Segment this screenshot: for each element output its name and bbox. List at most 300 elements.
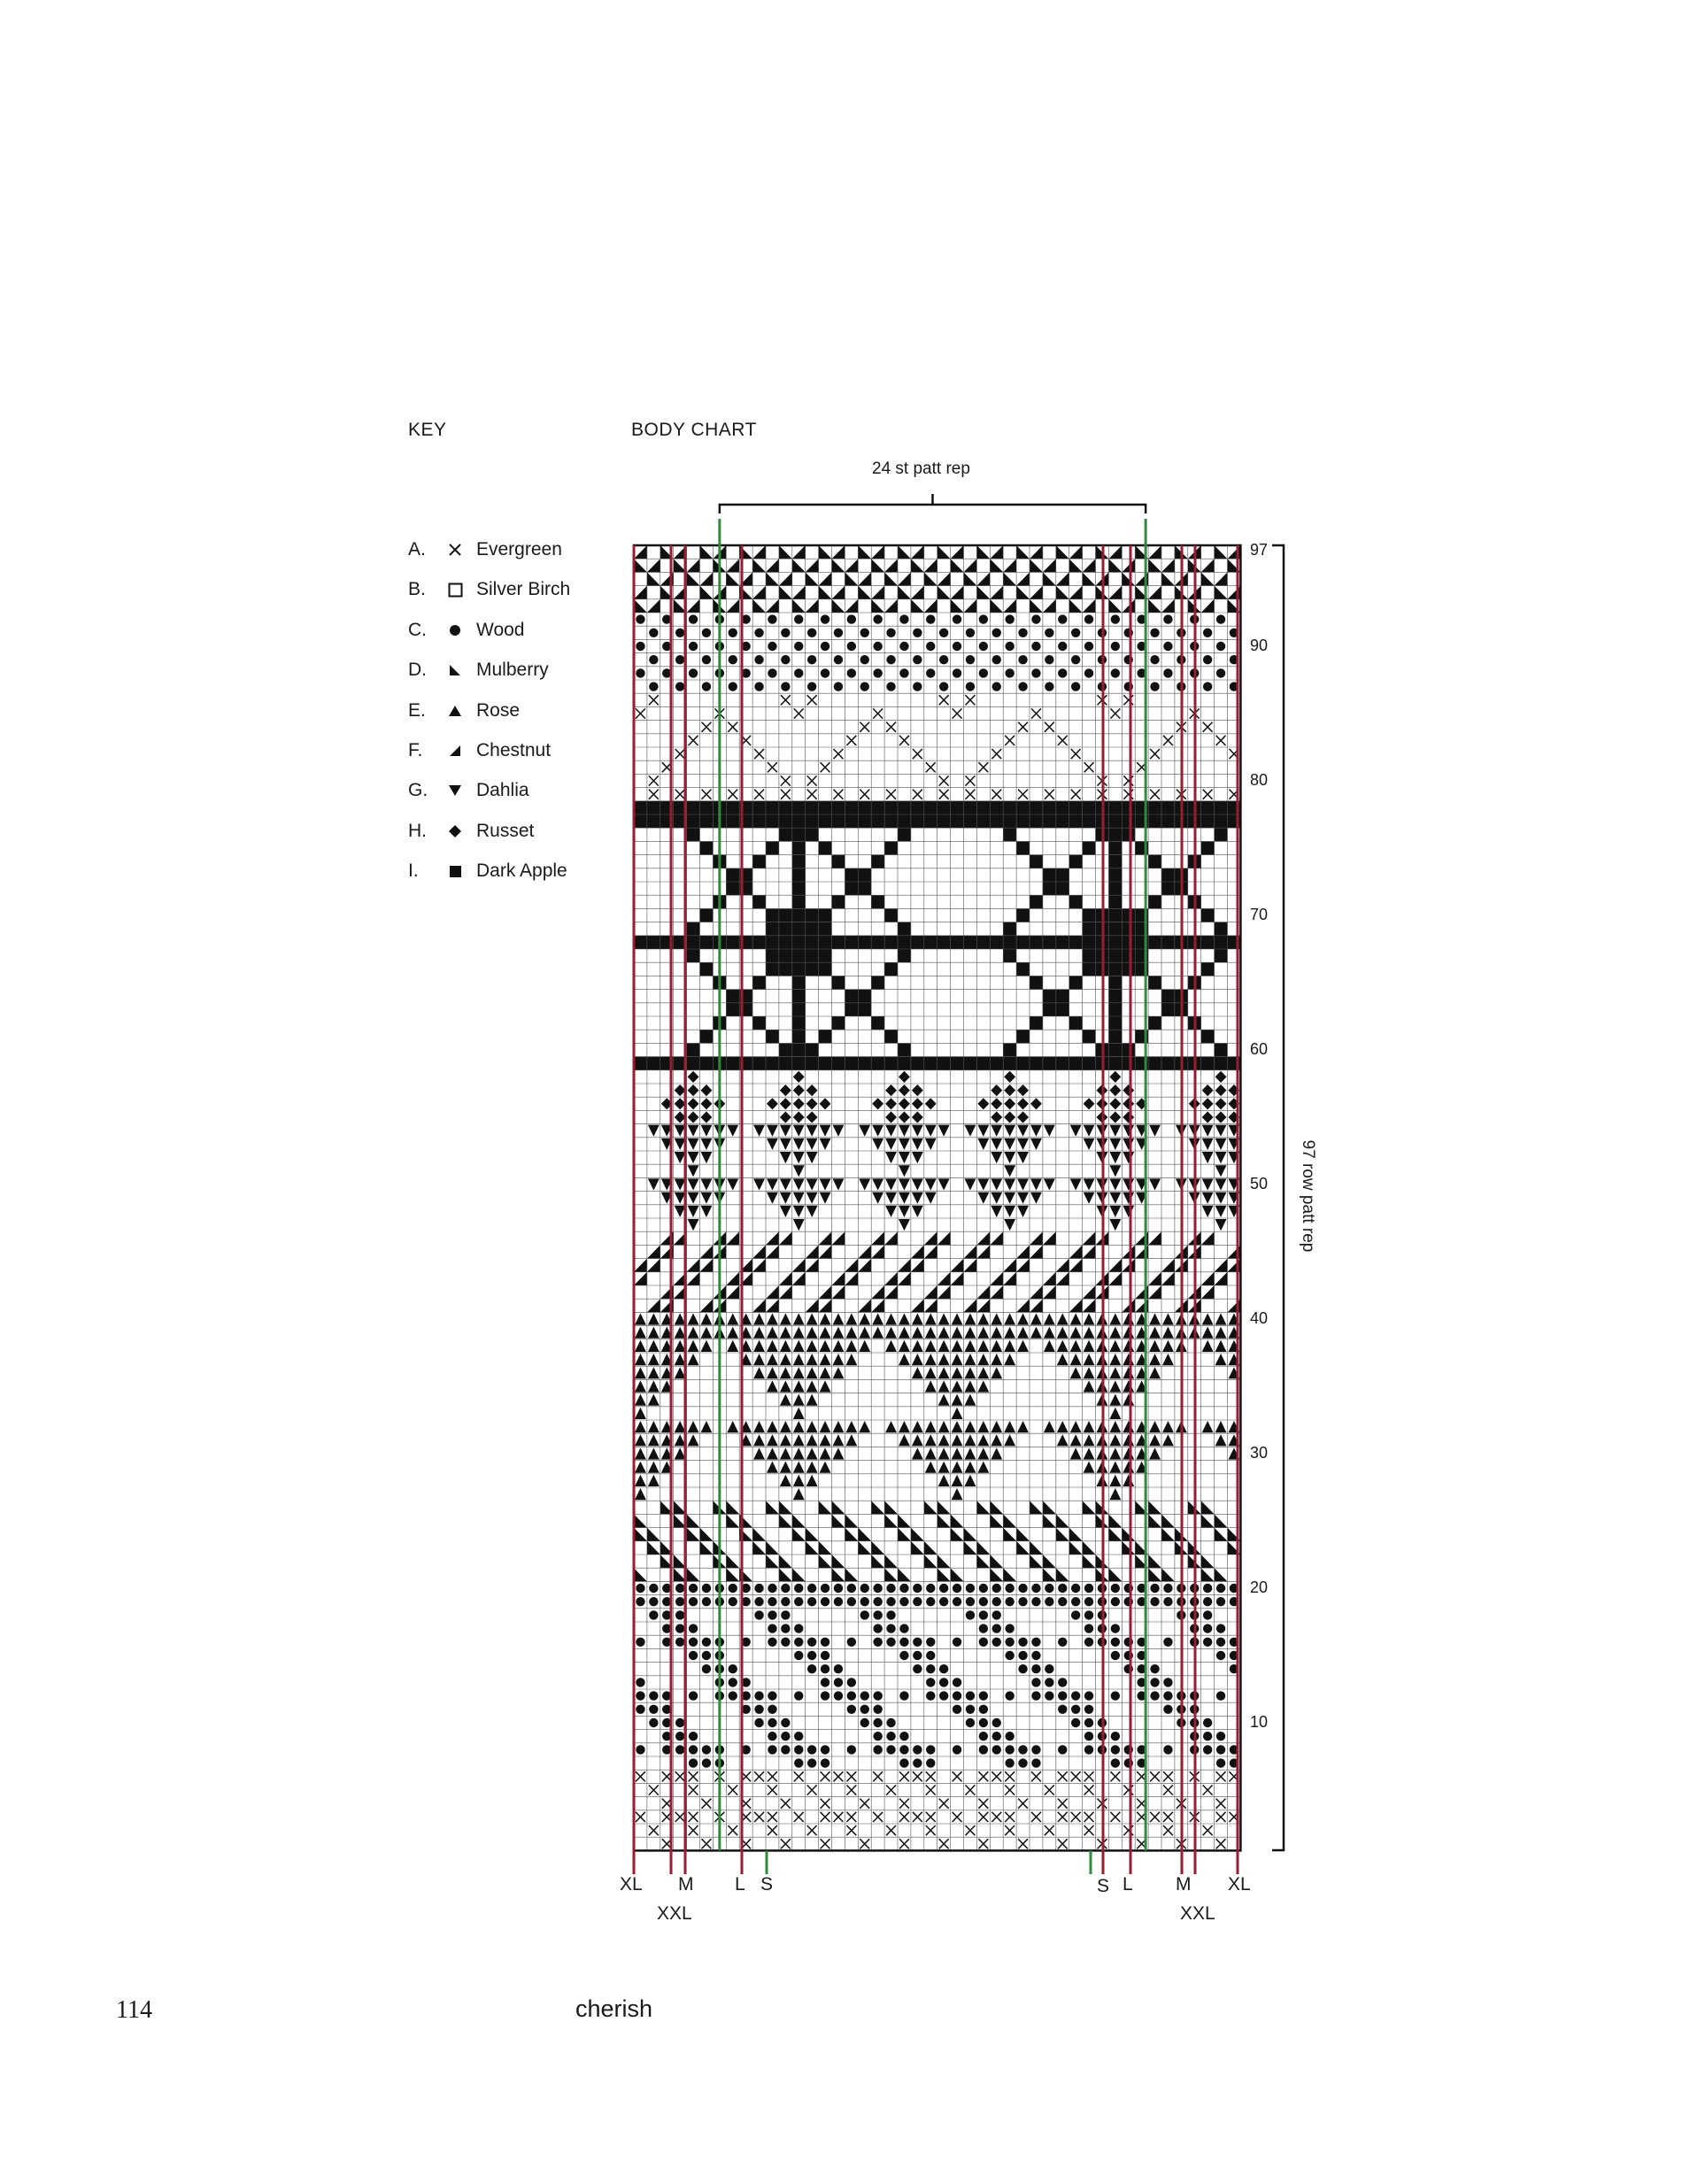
chart-cell-wood [702, 629, 711, 637]
chart-cell-dark-apple [819, 908, 832, 922]
chart-cell-wood [979, 1718, 988, 1727]
chart-cell-mulberry [1003, 1528, 1016, 1541]
chart-cell-evergreen [821, 1812, 830, 1822]
chart-cell-chestnut [634, 1272, 647, 1285]
chart-cell-wood [913, 1584, 922, 1593]
chart-cell-dark-apple [687, 801, 700, 814]
chart-cell-chestnut [898, 1272, 911, 1285]
chart-cell-evergreen [846, 1771, 856, 1781]
chart-cell-dark-apple [1201, 936, 1215, 949]
chart-cell-mulberry [964, 572, 977, 585]
chart-cell-mulberry [964, 1541, 977, 1555]
chart-cell-dahlia [727, 1178, 738, 1190]
chart-cell-dark-apple [976, 814, 990, 828]
chart-cell-dark-apple [1215, 1043, 1228, 1056]
chart-cell-mulberry [1201, 1514, 1215, 1527]
chart-cell-dark-apple [898, 1043, 911, 1056]
chart-cell-wood [860, 1597, 869, 1606]
chart-cell-rose [648, 1475, 660, 1486]
chart-cell-russet [1215, 1098, 1227, 1109]
chart-cell-rose [925, 1434, 937, 1446]
chart-cell-wood [1071, 1705, 1080, 1714]
chart-cell-chestnut [845, 599, 858, 613]
chart-cell-evergreen [1216, 1812, 1226, 1822]
chart-cell-dahlia [885, 1138, 897, 1150]
chart-cell-dahlia [1215, 1138, 1227, 1150]
chart-cell-dark-apple [1108, 1057, 1122, 1070]
chart-cell-russet [899, 1084, 910, 1096]
chart-cell-wood [1045, 1584, 1053, 1593]
chart-cell-dark-apple [766, 1030, 779, 1043]
chart-cell-dark-apple [1056, 882, 1069, 895]
chart-cell-dark-apple [752, 1016, 766, 1030]
chart-cell-chestnut [687, 599, 700, 613]
chart-cell-dark-apple [779, 801, 792, 814]
chart-cell-wood [807, 655, 816, 664]
chart-cell-rose [793, 1394, 805, 1406]
chart-cell-dark-apple [792, 855, 806, 868]
chart-cell-evergreen [821, 1799, 830, 1809]
chart-cell-mulberry [1215, 1568, 1228, 1581]
chart-cell-rose [1162, 1340, 1174, 1352]
chart-cell-mulberry [1043, 1568, 1056, 1581]
chart-cell-dark-apple [1201, 814, 1215, 828]
chart-cell-chestnut [726, 599, 739, 613]
chart-cell-dahlia [1004, 1152, 1015, 1163]
chart-cell-dark-apple [687, 1057, 700, 1070]
chart-cell-dark-apple [1003, 801, 1016, 814]
chart-cell-evergreen [1031, 1771, 1041, 1781]
chart-cell-wood [689, 1691, 698, 1700]
chart-cell-rose [965, 1475, 976, 1486]
chart-cell-wood [873, 1745, 882, 1754]
chart-cell-dahlia [1109, 1165, 1121, 1177]
chart-cell-wood [702, 1584, 711, 1593]
chart-cell-wood [847, 1597, 856, 1606]
chart-cell-dark-apple [832, 814, 845, 828]
chart-cell-wood [834, 655, 843, 664]
chart-cell-dahlia [977, 1178, 989, 1190]
chart-cell-rose [820, 1354, 831, 1365]
chart-cell-dahlia [806, 1178, 818, 1190]
chart-cell-wood [689, 1758, 698, 1767]
chart-cell-rose [780, 1462, 791, 1473]
chart-cell-chestnut [1201, 1285, 1215, 1299]
chart-cell-rose [859, 1340, 870, 1352]
chart-cell-dahlia [899, 1219, 910, 1231]
chart-cell-wood [953, 1584, 961, 1593]
chart-cell-chestnut [858, 1259, 871, 1272]
chart-cell-russet [688, 1084, 699, 1096]
chart-cell-evergreen [978, 1839, 988, 1848]
chart-cell-chestnut [1122, 1245, 1135, 1258]
chart-cell-dark-apple [1043, 814, 1056, 828]
chart-cell-chestnut [976, 1231, 990, 1245]
chart-cell-wood [873, 1732, 882, 1740]
chart-cell-dark-apple [1003, 936, 1016, 949]
chart-cell-wood [1045, 655, 1053, 664]
chart-cell-mulberry [1108, 1528, 1122, 1541]
chart-cell-evergreen [821, 1839, 830, 1848]
chart-cell-rose [780, 1475, 791, 1486]
chart-cell-chestnut [990, 545, 1003, 559]
chart-cell-wood [899, 1745, 908, 1754]
chart-cell-evergreen [1163, 1812, 1173, 1822]
chart-cell-wood [860, 1691, 869, 1700]
chart-cell-evergreen [1084, 762, 1094, 772]
chart-cell-rose [793, 1421, 805, 1432]
chart-cell-rose [820, 1313, 831, 1324]
chart-cell-dark-apple [1083, 1030, 1096, 1043]
chart-cell-wood [675, 655, 684, 664]
chart-cell-russet [1202, 1098, 1214, 1109]
chart-cell-dark-apple [1108, 855, 1122, 868]
chart-cell-dahlia [753, 1125, 765, 1137]
chart-cell-rose [965, 1434, 976, 1446]
chart-cell-wood [926, 1758, 935, 1767]
chart-cell-rose [648, 1434, 660, 1446]
chart-cell-russet [991, 1084, 1002, 1096]
chart-cell-evergreen [846, 1825, 856, 1835]
chart-cell-wood [1111, 1638, 1120, 1647]
chart-cell-evergreen [978, 762, 988, 772]
chart-cell-dark-apple [1108, 1043, 1122, 1056]
chart-cell-dahlia [1202, 1178, 1214, 1190]
chart-cell-chestnut [990, 1285, 1003, 1299]
chart-cell-rose [1123, 1462, 1134, 1473]
chart-cell-russet [899, 1098, 910, 1109]
chart-cell-rose [899, 1327, 910, 1339]
chart-cell-dark-apple [687, 1043, 700, 1056]
chart-cell-evergreen [1058, 736, 1068, 745]
chart-cell-wood [1111, 614, 1120, 623]
chart-cell-evergreen [1123, 790, 1133, 799]
chart-cell-dark-apple [792, 962, 806, 976]
chart-cell-mulberry [858, 1541, 871, 1555]
chart-cell-wood [953, 1691, 961, 1700]
chart-cell-dahlia [767, 1138, 778, 1150]
chart-cell-dark-apple [1122, 828, 1135, 841]
chart-cell-dark-apple [819, 1057, 832, 1070]
chart-cell-dahlia [899, 1178, 910, 1190]
chart-cell-chestnut [884, 1272, 898, 1285]
chart-cell-dark-apple [1043, 936, 1056, 949]
chart-cell-dark-apple [871, 1016, 884, 1030]
chart-cell-dark-apple [1148, 1016, 1161, 1030]
chart-cell-wood [1031, 642, 1040, 651]
chart-cell-evergreen [1005, 736, 1015, 745]
chart-cell-mulberry [976, 586, 990, 599]
chart-cell-wood [794, 1758, 803, 1767]
chart-cell-evergreen [860, 1839, 869, 1848]
chart-cell-mulberry [884, 1514, 898, 1527]
chart-cell-wood [886, 1624, 895, 1632]
chart-cell-mulberry [1161, 1528, 1175, 1541]
chart-cell-dark-apple [871, 855, 884, 868]
chart-cell-russet [767, 1098, 778, 1109]
chart-cell-mulberry [1083, 1541, 1096, 1555]
chart-cell-dahlia [648, 1178, 660, 1190]
chart-cell-dahlia [991, 1206, 1002, 1217]
chart-cell-russet [1109, 1071, 1121, 1083]
chart-cell-mulberry [726, 1514, 739, 1527]
chart-cell-wood [939, 629, 948, 637]
chart-cell-rose [1162, 1313, 1174, 1324]
chart-cell-dark-apple [1003, 1057, 1016, 1070]
chart-cell-dark-apple [1215, 828, 1228, 841]
chart-cell-wood [1163, 614, 1172, 623]
chart-cell-dark-apple [819, 936, 832, 949]
chart-cell-dahlia [885, 1192, 897, 1204]
chart-cell-rose [688, 1354, 699, 1365]
chart-cell-wood [979, 1705, 988, 1714]
chart-cell-evergreen [1018, 790, 1028, 799]
chart-cell-dark-apple [806, 814, 819, 828]
chart-cell-evergreen [1203, 722, 1213, 732]
chart-cell-wood [636, 1691, 644, 1700]
chart-cell-rose [793, 1434, 805, 1446]
chart-cell-dahlia [688, 1152, 699, 1163]
chart-cell-evergreen [860, 1799, 869, 1809]
chart-cell-chestnut [1083, 559, 1096, 572]
chart-cell-dark-apple [1108, 801, 1122, 814]
chart-cell-wood [807, 682, 816, 691]
chart-cell-evergreen [754, 1812, 764, 1822]
chart-cell-dark-apple [832, 936, 845, 949]
chart-cell-dahlia [1017, 1138, 1029, 1150]
chart-cell-wood [1071, 682, 1080, 691]
chart-cell-mulberry [1201, 1555, 1215, 1568]
chart-cell-rose [1149, 1313, 1161, 1324]
chart-cell-rose [820, 1327, 831, 1339]
chart-cell-chestnut [1003, 599, 1016, 613]
chart-cell-wood [992, 1718, 1001, 1727]
chart-cell-rose [635, 1354, 646, 1365]
chart-cell-wood [1058, 1745, 1067, 1754]
chart-cell-rose [845, 1421, 857, 1432]
chart-cell-rose [648, 1313, 660, 1324]
chart-cell-dahlia [885, 1178, 897, 1190]
chart-cell-dahlia [806, 1138, 818, 1150]
chart-cell-wood [847, 1745, 856, 1754]
chart-cell-rose [1017, 1340, 1029, 1352]
key-label: Russet [476, 821, 535, 841]
chart-cell-wood [1058, 1678, 1067, 1686]
chart-cell-wood [926, 614, 935, 623]
chart-cell-dark-apple [990, 814, 1003, 828]
chart-cell-evergreen [886, 722, 896, 732]
chart-cell-rose [1057, 1421, 1069, 1432]
chart-cell-rose [1070, 1327, 1082, 1339]
chart-cell-dark-apple [951, 801, 964, 814]
chart-cell-wood [1045, 1664, 1053, 1673]
chart-cell-dahlia [1044, 1125, 1055, 1137]
chart-cell-rose [767, 1313, 778, 1324]
chart-cell-wood [873, 614, 882, 623]
chart-cell-rose [635, 1367, 646, 1378]
chart-cell-rose [1017, 1421, 1029, 1432]
chart-cell-dark-apple [1108, 841, 1122, 854]
chart-cell-rose [952, 1488, 963, 1500]
chart-cell-dahlia [899, 1165, 910, 1177]
chart-cell-dark-apple [976, 1057, 990, 1070]
chart-cell-rose [635, 1488, 646, 1500]
chart-cell-wood [847, 1678, 856, 1686]
chart-cell-mulberry [792, 1568, 806, 1581]
row-repeat-bracket [1272, 545, 1284, 1850]
chart-cell-evergreen [702, 722, 712, 732]
chart-cell-mulberry [898, 586, 911, 599]
size-label-s-right: S [1097, 1876, 1110, 1896]
chart-cell-dark-apple [924, 801, 937, 814]
chart-cell-evergreen [781, 695, 791, 705]
chart-cell-dahlia [991, 1152, 1002, 1163]
chart-heading: BODY CHART [631, 420, 757, 440]
chart-cell-dark-apple [1083, 841, 1096, 854]
chart-cell-rose [1123, 1421, 1134, 1432]
chart-cell-dark-apple [779, 908, 792, 922]
chart-cell-wood [794, 1597, 803, 1606]
chart-cell-dark-apple [752, 976, 766, 989]
chart-cell-dark-apple [976, 801, 990, 814]
chart-cell-wood [1163, 1745, 1172, 1754]
chart-cell-evergreen [886, 1825, 896, 1835]
chart-cell-wood [754, 1718, 763, 1727]
chart-cell-wood [834, 1584, 843, 1593]
chart-cell-rose [899, 1354, 910, 1365]
chart-cell-dark-apple [845, 1003, 858, 1016]
chart-cell-rose [938, 1475, 950, 1486]
chart-cell-chestnut [752, 1299, 766, 1312]
chart-cell-wood [807, 1597, 816, 1606]
chart-cell-dark-apple [766, 949, 779, 962]
chart-cell-wood [768, 1691, 776, 1700]
chart-cell-dahlia [977, 1192, 989, 1204]
chart-cell-rose [925, 1327, 937, 1339]
chart-cell-wood [754, 682, 763, 691]
chart-cell-rose [648, 1327, 660, 1339]
chart-cell-wood [1031, 1691, 1040, 1700]
chart-cell-dahlia [1004, 1165, 1015, 1177]
chart-cell-dark-apple [634, 801, 647, 814]
chart-cell-russet [885, 1098, 897, 1109]
chart-cell-rose [833, 1447, 845, 1459]
chart-cell-dark-apple [1215, 801, 1228, 814]
chart-cell-dahlia [780, 1192, 791, 1204]
chart-cell-wood [979, 1638, 988, 1647]
chart-cell-dark-apple [1083, 936, 1096, 949]
chart-cell-rose [701, 1313, 713, 1324]
chart-cell-evergreen [807, 776, 817, 785]
chart-cell-dark-apple [700, 1030, 714, 1043]
chart-cell-rose [938, 1340, 950, 1352]
chart-cell-chestnut [871, 1285, 884, 1299]
chart-cell-russet [701, 1084, 713, 1096]
chart-cell-wood [873, 1624, 882, 1632]
chart-cell-rose [1109, 1421, 1121, 1432]
chart-cell-wood [649, 1718, 658, 1727]
chart-cell-dark-apple [871, 936, 884, 949]
chart-cell-dark-apple [832, 801, 845, 814]
chart-cell-rose [1162, 1354, 1174, 1365]
chart-cell-wood [913, 1745, 922, 1754]
chart-cell-chestnut [1069, 1299, 1083, 1312]
chart-cell-wood [702, 655, 711, 664]
chart-cell-dark-apple [687, 814, 700, 828]
chart-cell-wood [781, 629, 790, 637]
chart-cell-dark-apple [911, 936, 924, 949]
chart-cell-wood [834, 1597, 843, 1606]
chart-cell-mulberry [924, 1555, 937, 1568]
chart-cell-rose [1030, 1313, 1042, 1324]
chart-cell-wood [1203, 1584, 1212, 1593]
chart-cell-dahlia [872, 1138, 883, 1150]
chart-cell-wood [953, 614, 961, 623]
chart-cell-dark-apple [687, 949, 700, 962]
chart-cell-wood [1216, 614, 1225, 623]
chart-cell-dahlia [780, 1206, 791, 1217]
chart-cell-dark-apple [1043, 868, 1056, 882]
chart-cell-wood [636, 668, 644, 677]
chart-cell-evergreen [1045, 790, 1054, 799]
chart-cell-evergreen [1216, 1771, 1226, 1781]
chart-cell-evergreen [978, 1812, 988, 1822]
chart-cell-mulberry [990, 559, 1003, 572]
chart-cell-evergreen [899, 736, 909, 745]
chart-cell-wood [1018, 1584, 1027, 1593]
chart-cell-rose [938, 1380, 950, 1392]
chart-cell-wood [992, 655, 1001, 664]
row-number: 50 [1250, 1175, 1269, 1192]
chart-cell-mulberry [752, 559, 766, 572]
chart-cell-dark-apple [1056, 936, 1069, 949]
chart-cell-rose [701, 1340, 713, 1352]
chart-cell-wood [1084, 1584, 1093, 1593]
chart-cell-rose [991, 1327, 1002, 1339]
chart-cell-wood [913, 655, 922, 664]
chart-cell-russet [1004, 1098, 1015, 1109]
chart-cell-dark-apple [766, 814, 779, 828]
chart-cell-dark-apple [871, 976, 884, 989]
chart-cell-rose [1215, 1327, 1227, 1339]
chart-cell-dark-apple [858, 868, 871, 882]
chart-cell-mulberry [924, 1541, 937, 1555]
chart-cell-evergreen [821, 1771, 830, 1781]
chart-cell-dark-apple [752, 855, 766, 868]
chart-cell-wood [821, 1597, 829, 1606]
chart-cell-mulberry [766, 572, 779, 585]
chart-cell-wood [1058, 1705, 1067, 1714]
chart-cell-russet [1084, 1098, 1095, 1109]
chart-cell-dark-apple [1083, 922, 1096, 936]
chart-cell-rose [780, 1313, 791, 1324]
chart-cell-rose [872, 1327, 883, 1339]
chart-cell-evergreen [807, 1825, 817, 1835]
chart-cell-dark-apple [832, 976, 845, 989]
chart-cell-wood [1203, 1718, 1212, 1727]
chart-cell-evergreen [807, 1785, 817, 1794]
chart-cell-rose [912, 1327, 923, 1339]
chart-cell-wood [913, 1664, 922, 1673]
chart-cell-dark-apple [1161, 936, 1175, 949]
chart-cell-dark-apple [911, 1057, 924, 1070]
chart-cell-dark-apple [634, 936, 647, 949]
chart-cell-rose [965, 1367, 976, 1378]
chart-cell-dark-apple [1108, 814, 1122, 828]
chart-cell-evergreen [754, 1771, 764, 1781]
chart-cell-evergreen [873, 1771, 883, 1781]
chart-cell-evergreen [1071, 1812, 1081, 1822]
